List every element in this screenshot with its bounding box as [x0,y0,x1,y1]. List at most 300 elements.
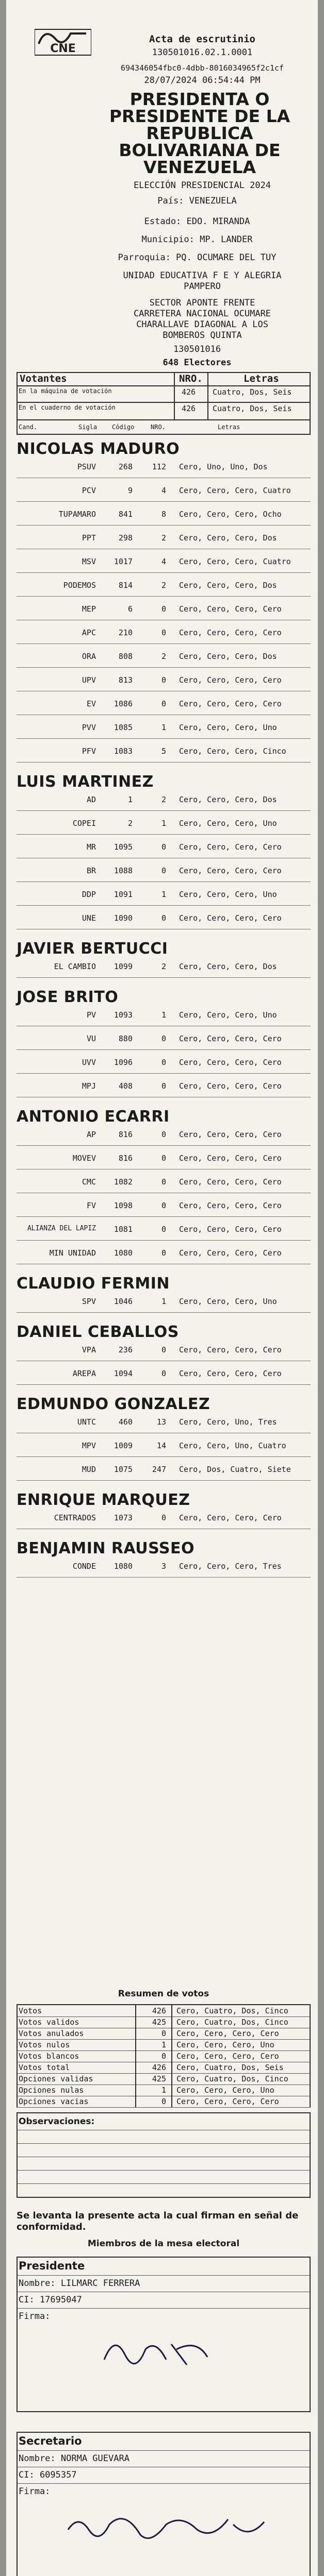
member-nombre: Nombre: LILMARC FERRERA [19,2278,140,2289]
observaciones-label: Observaciones: [19,2116,95,2127]
row-divider [17,1577,311,1578]
col-letras: Letras [244,373,279,384]
member-role: Secretario [19,2435,82,2447]
party-sigla: PFV [82,747,96,756]
row-divider [17,1456,311,1457]
member-ci: CI: 6095357 [19,2470,77,2480]
party-votes-words: Cero, Cero, Cero, Dos [179,581,277,590]
party-votes-words: Cero, Cero, Cero, Cero [179,1034,282,1043]
acta-title: Acta de escrutinio [149,33,255,45]
party-votes-words: Cero, Cero, Cero, Cero [179,675,282,685]
resumen-label: Opciones nulas [19,2086,84,2095]
acta-code: 130501016.02.1.0001 [152,47,253,58]
party-code: 1081 [114,1225,133,1234]
row-divider [17,1049,311,1050]
party-sigla: APC [82,628,96,637]
resumen-words: Cero, Cero, Cero, Uno [176,2040,274,2049]
resumen-border-right [310,2004,311,2107]
resumen-row-divider [17,2016,311,2017]
col-nro-votes: NRO. [151,423,166,431]
member-divider-3 [17,2483,311,2484]
candidate-name: EDMUNDO GONZALEZ [17,1395,210,1413]
party-sigla: DDP [82,890,96,899]
party-votes: 0 [161,1225,166,1234]
party-sigla: ALIANZA DEL LAPIZ [27,1225,96,1232]
party-votes-words: Cero, Cero, Cero, Cero [179,913,282,923]
party-sigla: UNTC [77,1417,96,1427]
party-votes-words: Cero, Cero, Cero, Cero [179,866,282,875]
col-sigla: Sigla [78,423,98,431]
member-border-right [310,2257,311,2411]
party-code: 1073 [114,1513,133,1522]
resumen-row-divider [17,2050,311,2051]
resumen-col-sep-1 [135,2004,136,2107]
party-code: 813 [118,675,133,685]
resumen-num: 426 [152,2006,166,2015]
party-code: 816 [118,1154,133,1163]
party-votes-words: Cero, Cero, Cero, Cero [179,1058,282,1067]
party-sigla: UPV [82,675,96,685]
candidate-name: JOSE BRITO [17,988,119,1006]
party-sigla: FV [86,1201,96,1210]
party-votes-words: Cero, Cero, Cero, Cero [179,699,282,708]
member-divider-3 [17,2308,311,2309]
signature-icon [94,2329,300,2391]
party-code: 1096 [114,1058,133,1067]
party-votes: 2 [161,795,166,804]
party-votes: 1 [161,819,166,828]
row-divider [17,738,311,739]
resumen-label: Votos anulados [19,2029,84,2038]
party-code: 1082 [114,1177,133,1187]
row-divider [17,1169,311,1170]
obs-border-bottom [17,2197,311,2198]
title-line-1: PRESIDENTA O [129,89,270,109]
table-col-sep-1 [174,372,175,419]
party-votes-words: Cero, Cero, Cero, Cuatro [179,557,291,566]
center-line-5: CHARALLAVE DIAGONAL A LOS [136,319,268,330]
party-code: 1098 [114,1201,133,1210]
party-code: 298 [118,533,133,543]
row-maquina-num: 426 [182,387,196,397]
party-votes-words: Cero, Cero, Cero, Tres [179,1562,282,1571]
center-line-3: SECTOR APONTE FRENTE [149,298,255,308]
candidate-name: DANIEL CEBALLOS [17,1323,179,1341]
center-code: 130501016 [173,344,221,354]
resumen-num: 426 [152,2063,166,2072]
candidate-name: CLAUDIO FERMIN [17,1275,170,1293]
obs-border-right [310,2112,311,2198]
party-votes: 0 [161,1130,166,1139]
party-votes: 1 [161,723,166,732]
party-code: 1095 [114,842,133,852]
table-border-1 [17,385,311,386]
party-votes: 1 [161,890,166,899]
signature-icon [63,2504,269,2566]
party-votes-words: Cero, Cero, Cero, Cero [179,1201,282,1210]
row-maquina-label: En la máquina de votación [19,387,112,395]
obs-line-4 [17,2170,311,2171]
party-code: 1080 [114,1248,133,1258]
party-sigla: UVV [82,1058,96,1067]
center-line-1: UNIDAD EDUCATIVA F E Y ALEGRIA [123,270,282,281]
col-cand: Cand. [19,423,38,431]
obs-line-2 [17,2143,311,2144]
party-code: 236 [118,1345,133,1354]
party-votes-words: Cero, Cero, Cero, Dos [179,795,277,804]
party-votes-words: Cero, Cero, Cero, Cero [179,1345,282,1354]
col-letras-votes: Letras [218,423,240,431]
party-votes: 0 [161,699,166,708]
party-votes-words: Cero, Cero, Cero, Cero [179,1177,282,1187]
miembros-title: Miembros de la mesa electoral [87,2239,240,2249]
resumen-label: Votos validos [19,2018,79,2027]
table-border-left [17,372,18,435]
table-border-2 [17,402,311,403]
party-sigla: TUPAMARO [58,510,96,519]
party-sigla: UNE [82,913,96,923]
resumen-words: Cero, Cero, Cero, Cero [176,2029,279,2038]
row-divider [17,596,311,597]
party-sigla: MSV [82,557,96,566]
party-votes: 0 [161,1369,166,1378]
party-votes: 2 [161,652,166,661]
party-sigla: MUD [82,1465,96,1474]
party-votes-words: Cero, Cero, Cero, Cero [179,1130,282,1139]
party-votes: 0 [161,604,166,614]
row-divider [17,572,311,573]
party-votes-words: Cero, Cero, Uno, Tres [179,1417,277,1427]
row-divider [17,834,311,835]
party-votes: 0 [161,866,166,875]
party-votes: 0 [161,1154,166,1163]
candidate-name: LUIS MARTINEZ [17,773,154,791]
center-line-6: BOMBEROS QUINTA [163,330,242,341]
party-code: 1017 [114,557,133,566]
party-votes-words: Cero, Cero, Cero, Cero [179,604,282,614]
party-code: 1046 [114,1297,133,1306]
title-line-2: PRESIDENTE DE LA [109,106,290,126]
cne-logo [35,23,91,59]
row-divider [17,1073,311,1074]
party-code: 1 [127,795,133,804]
party-votes: 4 [161,557,166,566]
member-border-left [17,2432,18,2576]
resumen-row-divider [17,2084,311,2085]
member-nombre: Nombre: NORMA GUEVARA [19,2453,129,2464]
party-sigla: COPEI [72,819,96,828]
resumen-words: Cero, Cero, Cero, Cero [176,2097,279,2106]
resumen-label: Votos nulos [19,2040,70,2049]
party-code: 210 [118,628,133,637]
party-votes: 0 [161,628,166,637]
party-votes-words: Cero, Cero, Cero, Cero [179,1081,282,1091]
resumen-words: Cero, Cuatro, Dos, Cinco [176,2018,288,2027]
row-divider [17,1216,311,1217]
party-votes: 1 [161,1297,166,1306]
party-votes-words: Cero, Cero, Cero, Uno [179,1010,277,1020]
party-votes-words: Cero, Cero, Cero, Cero [179,1154,282,1163]
table-col-sep-2 [207,372,208,419]
party-votes-words: Cero, Cero, Cero, Uno [179,890,277,899]
resumen-words: Cero, Cuatro, Dos, Seis [176,2063,284,2072]
party-votes-words: Cero, Cero, Cero, Cero [179,1513,282,1522]
resumen-num: 0 [161,2052,166,2061]
candidate-name: NICOLAS MADURO [17,440,180,458]
candidate-name: BENJAMIN RAUSSEO [17,1539,195,1557]
party-code: 1090 [114,913,133,923]
resumen-num: 1 [161,2040,166,2049]
center-line-2: PAMPERO [184,281,221,292]
table-border-right [310,372,311,435]
party-code: 880 [118,1034,133,1043]
table-border-4 [17,434,311,435]
row-divider [17,643,311,644]
parroquia: Parroquia: PQ. OCUMARE DEL TUY [118,252,277,263]
party-code: 816 [118,1130,133,1139]
row-divider [17,667,311,668]
resumen-label: Votos total [19,2063,70,2072]
resumen-num: 1 [161,2086,166,2095]
party-votes-words: Cero, Cero, Cero, Uno [179,819,277,828]
party-code: 1093 [114,1010,133,1020]
member-role: Presidente [19,2260,85,2272]
candidate-name: JAVIER BERTUCCI [17,940,168,958]
party-votes: 1 [161,1010,166,1020]
party-code: 808 [118,652,133,661]
party-votes: 0 [161,1058,166,1067]
row-maquina-words: Cuatro, Dos, Seis [213,387,292,397]
party-votes: 14 [156,1441,166,1450]
obs-border-left [17,2112,18,2198]
title-line-4: BOLIVARIANA DE [119,140,281,160]
col-votantes: Votantes [20,373,67,384]
resumen-words: Cero, Cero, Cero, Uno [176,2086,274,2095]
party-votes: 2 [161,581,166,590]
party-votes: 8 [161,510,166,519]
party-code: 6 [127,604,133,614]
party-votes-words: Cero, Uno, Uno, Dos [179,462,268,471]
party-sigla: CONDE [72,1562,96,1571]
party-sigla: MOVEV [72,1154,96,1163]
party-sigla: PV [86,1010,96,1020]
resumen-num: 0 [161,2097,166,2106]
row-cuaderno-words: Cuatro, Dos, Seis [213,404,292,413]
row-divider [17,1312,311,1313]
party-code: 1009 [114,1441,133,1450]
title-line-3: REPUBLICA [146,123,253,143]
party-code: 841 [118,510,133,519]
estado: Estado: EDO. MIRANDA [144,216,250,227]
resumen-label: Votos blancos [19,2052,79,2061]
pais: País: VENEZUELA [157,196,237,206]
party-votes-words: Cero, Cero, Cero, Ocho [179,510,282,519]
party-votes-words: Cero, Cero, Cero, Cero [179,1369,282,1378]
acta-hash: 694346054fbc0-4dbb-8016034965f2c1cf [120,63,284,73]
member-border-left [17,2257,18,2411]
resumen-label: Votos [19,2006,42,2015]
party-code: 268 [118,462,133,471]
party-sigla: MPV [82,1441,96,1450]
party-votes: 0 [161,1248,166,1258]
party-code: 1075 [114,1465,133,1474]
party-code: 1099 [114,962,133,971]
row-divider [17,1145,311,1146]
party-sigla: PVV [82,723,96,732]
party-sigla: PSUV [77,462,96,471]
row-cuaderno-label: En el cuaderno de votación [19,404,116,411]
resumen-border-left [17,2004,18,2107]
party-code: 1088 [114,866,133,875]
party-votes-words: Cero, Cero, Cero, Dos [179,962,277,971]
party-votes: 247 [152,1465,166,1474]
resumen-num: 0 [161,2029,166,2038]
party-votes: 2 [161,962,166,971]
party-sigla: VPA [82,1345,96,1354]
party-votes-words: Cero, Cero, Cero, Cero [179,842,282,852]
party-code: 1085 [114,723,133,732]
party-votes-words: Cero, Cero, Cero, Uno [179,1297,277,1306]
party-code: 1083 [114,747,133,756]
title-line-5: VENEZUELA [143,157,256,177]
member-ci: CI: 17695047 [19,2295,82,2305]
party-votes: 5 [161,747,166,756]
resumen-label: Opciones validas [19,2074,93,2083]
party-votes-words: Cero, Cero, Cero, Dos [179,533,277,543]
obs-border-top [17,2112,311,2113]
party-votes: 0 [161,1081,166,1091]
resumen-num: 425 [152,2074,166,2083]
resumen-border-top [17,2004,311,2005]
party-votes-words: Cero, Cero, Cero, Cero [179,1248,282,1258]
resumen-row-divider [17,2039,311,2040]
resumen-num: 425 [152,2018,166,2027]
party-votes: 0 [161,1513,166,1522]
member-firma: Firma: [19,2311,51,2321]
table-border-3 [17,419,311,420]
acta-timestamp: 28/07/2024 06:54:44 PM [144,75,261,86]
election-name: ELECCIÓN PRESIDENCIAL 2024 [133,180,271,191]
party-code: 1086 [114,699,133,708]
member-divider-1 [17,2275,311,2276]
party-sigla: SPV [82,1297,96,1306]
party-code: 2 [127,819,133,828]
closing-text: Se levanta la presente acta la cual firman en señal de conformidad. [17,2210,299,2232]
resumen-row-divider [17,2107,311,2108]
resumen-words: Cero, Cuatro, Dos, Cinco [176,2006,288,2015]
row-divider [17,1384,311,1385]
obs-line-5 [17,2183,311,2184]
resumen-row-divider [17,2073,311,2074]
resumen-words: Cero, Cero, Cero, Cero [176,2052,279,2061]
row-divider [17,1480,311,1481]
member-divider-1 [17,2450,311,2451]
party-sigla: EV [86,699,96,708]
party-votes-words: Cero, Cero, Cero, Cero [179,1225,282,1234]
party-sigla: EL CAMBIO [54,962,96,971]
party-votes: 2 [161,533,166,543]
municipio: Municipio: MP. LANDER [141,234,253,245]
member-border-top [17,2257,311,2258]
row-cuaderno-num: 426 [182,404,196,413]
party-votes-words: Cero, Dos, Cuatro, Siete [179,1465,291,1474]
acta-document [6,0,318,2576]
party-votes: 13 [156,1417,166,1427]
party-votes-words: Cero, Cero, Cero, Uno [179,723,277,732]
party-sigla: PCV [82,486,96,495]
party-votes: 0 [161,1034,166,1043]
party-sigla: AREPA [72,1369,96,1378]
party-votes: 0 [161,913,166,923]
party-code: 408 [118,1081,133,1091]
candidate-name: ENRIQUE MARQUEZ [17,1491,190,1509]
resumen-words: Cero, Cuatro, Dos, Cinco [176,2074,288,2083]
candidate-name: ANTONIO ECARRI [17,1108,170,1126]
member-firma: Firma: [19,2486,51,2497]
member-border-bottom [17,2411,311,2412]
party-sigla: MEP [82,604,96,614]
col-codigo: Código [112,423,135,431]
party-sigla: CENTRADOS [54,1513,96,1522]
member-border-right [310,2432,311,2576]
party-sigla: ORA [82,652,96,661]
party-sigla: CMC [82,1177,96,1187]
row-divider [17,810,311,811]
party-votes: 4 [161,486,166,495]
resumen-col-sep-2 [171,2004,172,2107]
row-divider [17,1240,311,1241]
party-votes-words: Cero, Cero, Cero, Dos [179,652,277,661]
party-sigla: PPT [82,533,96,543]
resumen-title: Resumen de votos [118,1989,209,1999]
col-nro: NRO. [179,373,203,384]
party-votes: 0 [161,1345,166,1354]
member-border-top [17,2432,311,2433]
party-code: 460 [118,1417,133,1427]
party-code: 814 [118,581,133,590]
party-votes-words: Cero, Cero, Uno, Cuatro [179,1441,286,1450]
party-sigla: MPJ [82,1081,96,1091]
party-votes-words: Cero, Cero, Cero, Cero [179,628,282,637]
party-sigla: BR [86,866,96,875]
party-sigla: MIN UNIDAD [49,1248,96,1258]
cne-logo-icon [35,23,91,59]
party-sigla: AD [86,795,96,804]
party-votes: 3 [161,1562,166,1571]
party-votes-words: Cero, Cero, Cero, Cuatro [179,486,291,495]
party-code: 9 [127,486,133,495]
row-divider [17,501,311,502]
resumen-label: Opciones vacias [19,2097,89,2106]
party-sigla: PODEMOS [63,581,96,590]
party-code: 1094 [114,1369,133,1378]
party-sigla: MR [86,842,96,852]
party-code: 1080 [114,1562,133,1571]
party-votes: 0 [161,1201,166,1210]
row-divider [17,905,311,906]
party-votes: 0 [161,675,166,685]
row-divider [17,977,311,978]
party-votes: 0 [161,1177,166,1187]
svg-text:CNE: CNE [50,42,76,55]
center-line-4: CARRETERA NACIONAL OCUMARE [133,309,271,319]
party-votes: 112 [152,462,166,471]
party-sigla: AP [86,1130,96,1139]
electores-count: 648 Electores [163,358,232,368]
party-code: 1091 [114,890,133,899]
party-votes-words: Cero, Cero, Cero, Cinco [179,747,286,756]
row-divider [17,525,311,526]
